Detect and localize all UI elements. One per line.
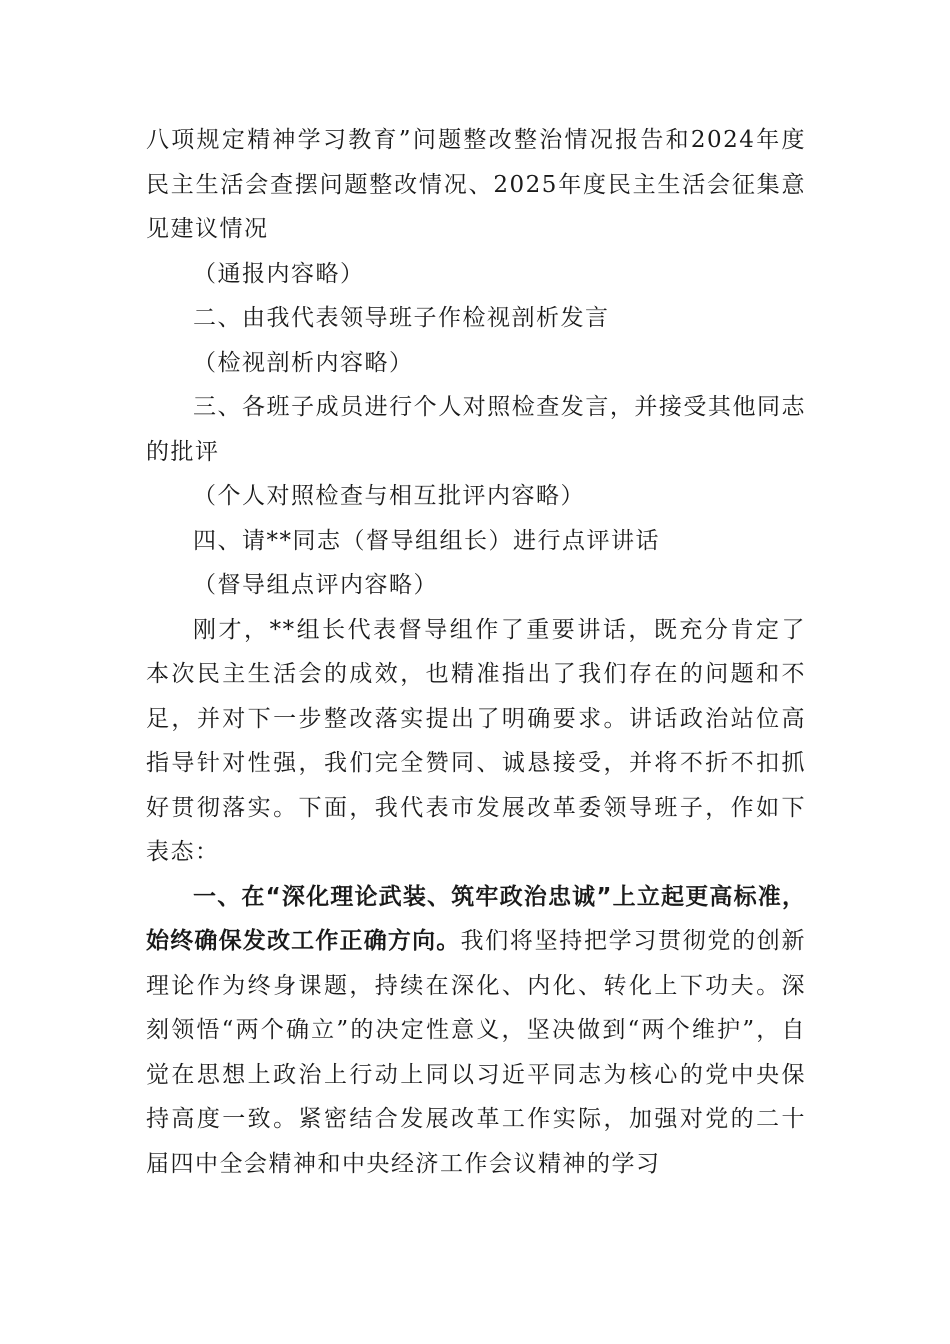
agenda-item-4: 四、请**同志（督导组组长）进行点评讲话 <box>193 527 660 554</box>
criticism-omitted-note: （个人对照检查与相互批评内容略） <box>193 483 585 509</box>
agenda-item-2: 二、由我代表领导班子作检视剖析发言 <box>193 305 610 331</box>
agenda-item-3: 三、各班子成员进行个人对照检查发言，并接受其他同志的批评 <box>146 394 806 465</box>
commitment-paragraph-1 <box>146 875 806 1187</box>
comment-omitted-note: （督导组点评内容略） <box>193 572 438 598</box>
review-omitted-note: （检视剖析内容略） <box>193 349 414 376</box>
notice-omitted-note: （通报内容略） <box>193 260 365 287</box>
commitment-body-1: 我们将坚持把学习贯彻党的创新理论作为终身课题，持续在深化、内化、转化上下功夫。深刻领悟“两个确立”的决定性意义，坚决做到“两个维护”，自觉在思想上政治上行动上同以习近平同志为核心的党中央保持高度一致。紧密结合发展改革工作实际，加强对党的二十届四中全会精神和中央经济工作会议精神的学习 <box>146 928 806 1177</box>
response-paragraph: 刚才，**组长代表督导组作了重要讲话，既充分肯定了本次民主生活会的成效，也精准指出了我们存在的问题和不足，并对下一步整改落实提出了明确要求。讲话政治站位高指导针对性强，我们完全赞同、诚恳接受，并将不折不扣抓好贯彻落实。下面，我代表市发展改革委领导班子，作如下表态： <box>146 616 806 865</box>
commitment-heading-1: 一、在“深化理论武装、筑牢政治忠诚”上立起更高标准，始终确保发改工作正确方向。 <box>146 883 806 954</box>
document-body <box>146 118 806 1186</box>
report-title-continuation: 八项规定精神学习教育”问题整改整治情况报告和2024年度民主生活会查摆问题整改情况、2025年度民主生活会征集意见建议情况 <box>146 127 806 242</box>
